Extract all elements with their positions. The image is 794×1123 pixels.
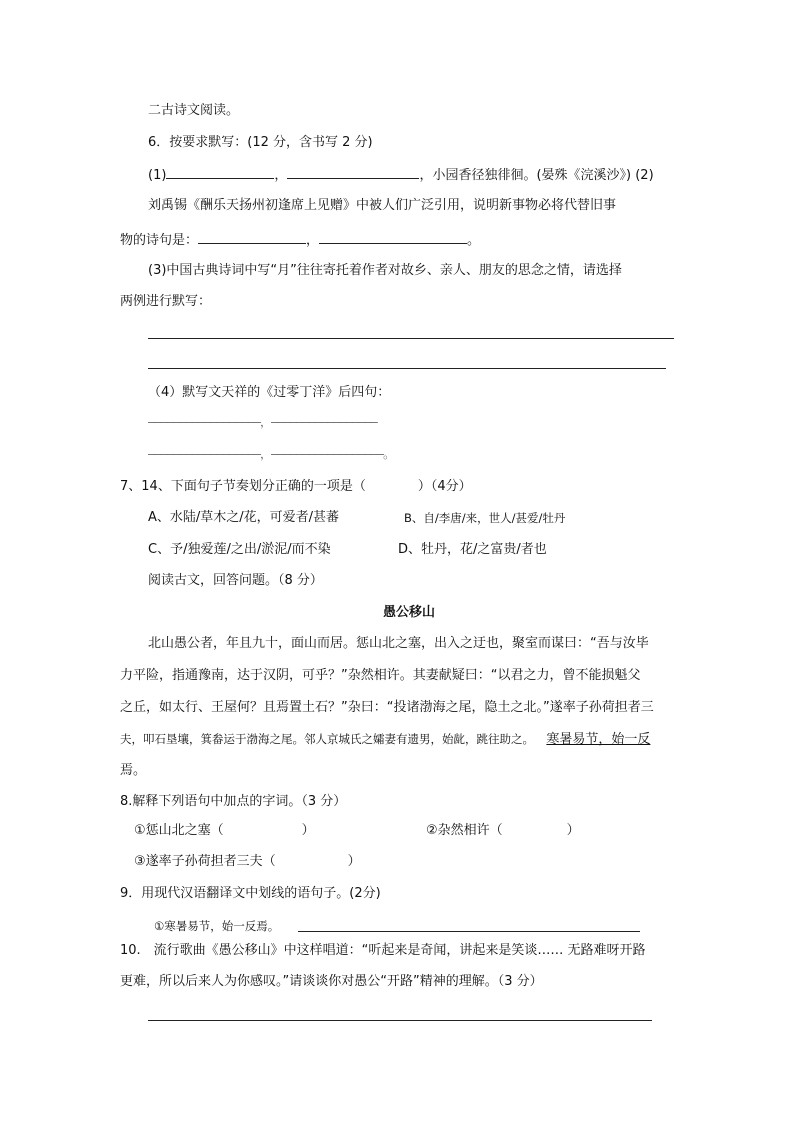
q6-p4-answer-row2[interactable]: ——————————————————，——————————————————。 xyxy=(148,447,395,461)
q8-item1 xyxy=(134,821,315,841)
q6-p2-label: (2) xyxy=(635,168,654,183)
passage-line: 之丘，如太行、王屋何？且焉置土石？”杂曰：“投诸渤海之尾，隐土之北。”遂率子孙荷担者三 xyxy=(120,700,654,715)
q7-option-b[interactable]: B、自/李唐/来，世人/甚爱/牡丹 xyxy=(404,511,566,525)
passage-line4-text: 夫，叩石垦壤，箕畚运于渤海之尾。邻人京城氏之孀妻有遗男，始龀，跳往助之。 xyxy=(120,732,534,746)
q6-p2-sep: ， xyxy=(306,233,320,248)
q10-line2: 更难，所以后来人为你感叹。”请谈谈你对愚公“开路”精神的理解。（3 分） xyxy=(120,974,543,989)
passage-line xyxy=(120,729,650,750)
reading-intro: 阅读古文，回答问题。（8 分） xyxy=(148,573,323,588)
q8-item1-end: ） xyxy=(301,823,315,838)
section-heading: 二古诗文阅读。 xyxy=(148,103,240,118)
q6-p1-label: (1) xyxy=(148,168,167,183)
passage-line: 力平险，指通豫南，达于汉阴，可乎？”杂然相许。其妻献疑曰：“以君之力，曾不能损魁父 xyxy=(120,668,641,683)
q8-stem: 8.解释下列语句中加点的字词。（3 分） xyxy=(120,794,347,809)
q8-item1-text: ①惩山北之塞（ xyxy=(134,823,224,838)
answer-line[interactable] xyxy=(148,368,666,369)
q9-stem: 9．用现代汉语翻译文中划线的语句子。(2分) xyxy=(120,886,381,901)
q6-p2-head: 物的诗句是： xyxy=(120,233,199,248)
q8-item3-text: ③遂率子孙荷担者三夫（ xyxy=(134,854,276,869)
q6-p1-tail: ，小园香径独徘徊。(晏殊《浣溪沙》) xyxy=(419,168,632,183)
passage-line: 焉。 xyxy=(120,763,147,778)
q10-line1: 10. 流行歌曲《愚公移山》中这样唱道：“听起来是奇闻，讲起来是笑谈…… 无路难呀开路 xyxy=(120,943,646,958)
passage-title: 愚公移山 xyxy=(383,605,436,620)
q7-option-d[interactable]: D、牡丹，花/之富贵/者也 xyxy=(398,542,547,557)
answer-blank[interactable] xyxy=(198,229,306,244)
answer-line[interactable] xyxy=(148,338,674,339)
q7-stem-end: ）（4分） xyxy=(417,479,472,494)
answer-line[interactable] xyxy=(298,931,640,932)
q6-p2-line1: 刘禹锡《酬乐天扬州初逢席上见赠》中被人们广泛引用，说明新事物必将代替旧事 xyxy=(148,198,617,213)
answer-line[interactable] xyxy=(148,1020,652,1021)
q6-stem: 6．按要求默写：(12 分，含书写 2 分) xyxy=(148,135,373,150)
q8-item2-end: ） xyxy=(566,823,580,838)
q6-p3-line1: (3)中国古典诗词中写“月”往往寄托着作者对故乡、亲人、朋友的思念之情，请选择 xyxy=(148,263,622,278)
q7-option-c[interactable]: C、予/独爱莲/之出/淤泥/而不染 xyxy=(148,542,331,557)
answer-blank[interactable] xyxy=(166,164,274,179)
q6-p4-answer-row1[interactable]: ——————————————————，————————————————— xyxy=(148,415,377,429)
q8-item2 xyxy=(426,821,580,841)
q6-p4: （4）默写文天祥的《过零丁洋》后四句： xyxy=(148,385,391,400)
q8-item2-text: ②杂然相许（ xyxy=(426,823,503,838)
q9-item: ①寒暑易节，始一反焉。 xyxy=(154,919,280,933)
q7-option-a[interactable]: A、水陆/草木之/花，可爱者/甚蕃 xyxy=(148,510,340,525)
q6-p2-end: 。 xyxy=(467,233,481,248)
passage-line: 北山愚公者，年且九十，面山而居。惩山北之塞，出入之迂也，聚室而谋曰：“吾与汝毕 xyxy=(148,636,649,651)
q6-p3-line2: 两例进行默写： xyxy=(120,294,212,309)
q8-item3 xyxy=(134,852,361,872)
q7-stem xyxy=(120,477,472,497)
q6-part1 xyxy=(148,164,654,186)
answer-blank[interactable] xyxy=(319,229,467,244)
answer-blank[interactable] xyxy=(287,164,419,179)
q6-p1-sep: ， xyxy=(274,168,288,183)
q7-stem-text: 7、14、下面句子节奏划分正确的一项是（ xyxy=(120,479,366,494)
passage-underlined-sentence: 寒暑易节，始一反 xyxy=(546,732,651,747)
q8-item3-end: ） xyxy=(347,854,361,869)
q6-part2 xyxy=(120,229,480,251)
